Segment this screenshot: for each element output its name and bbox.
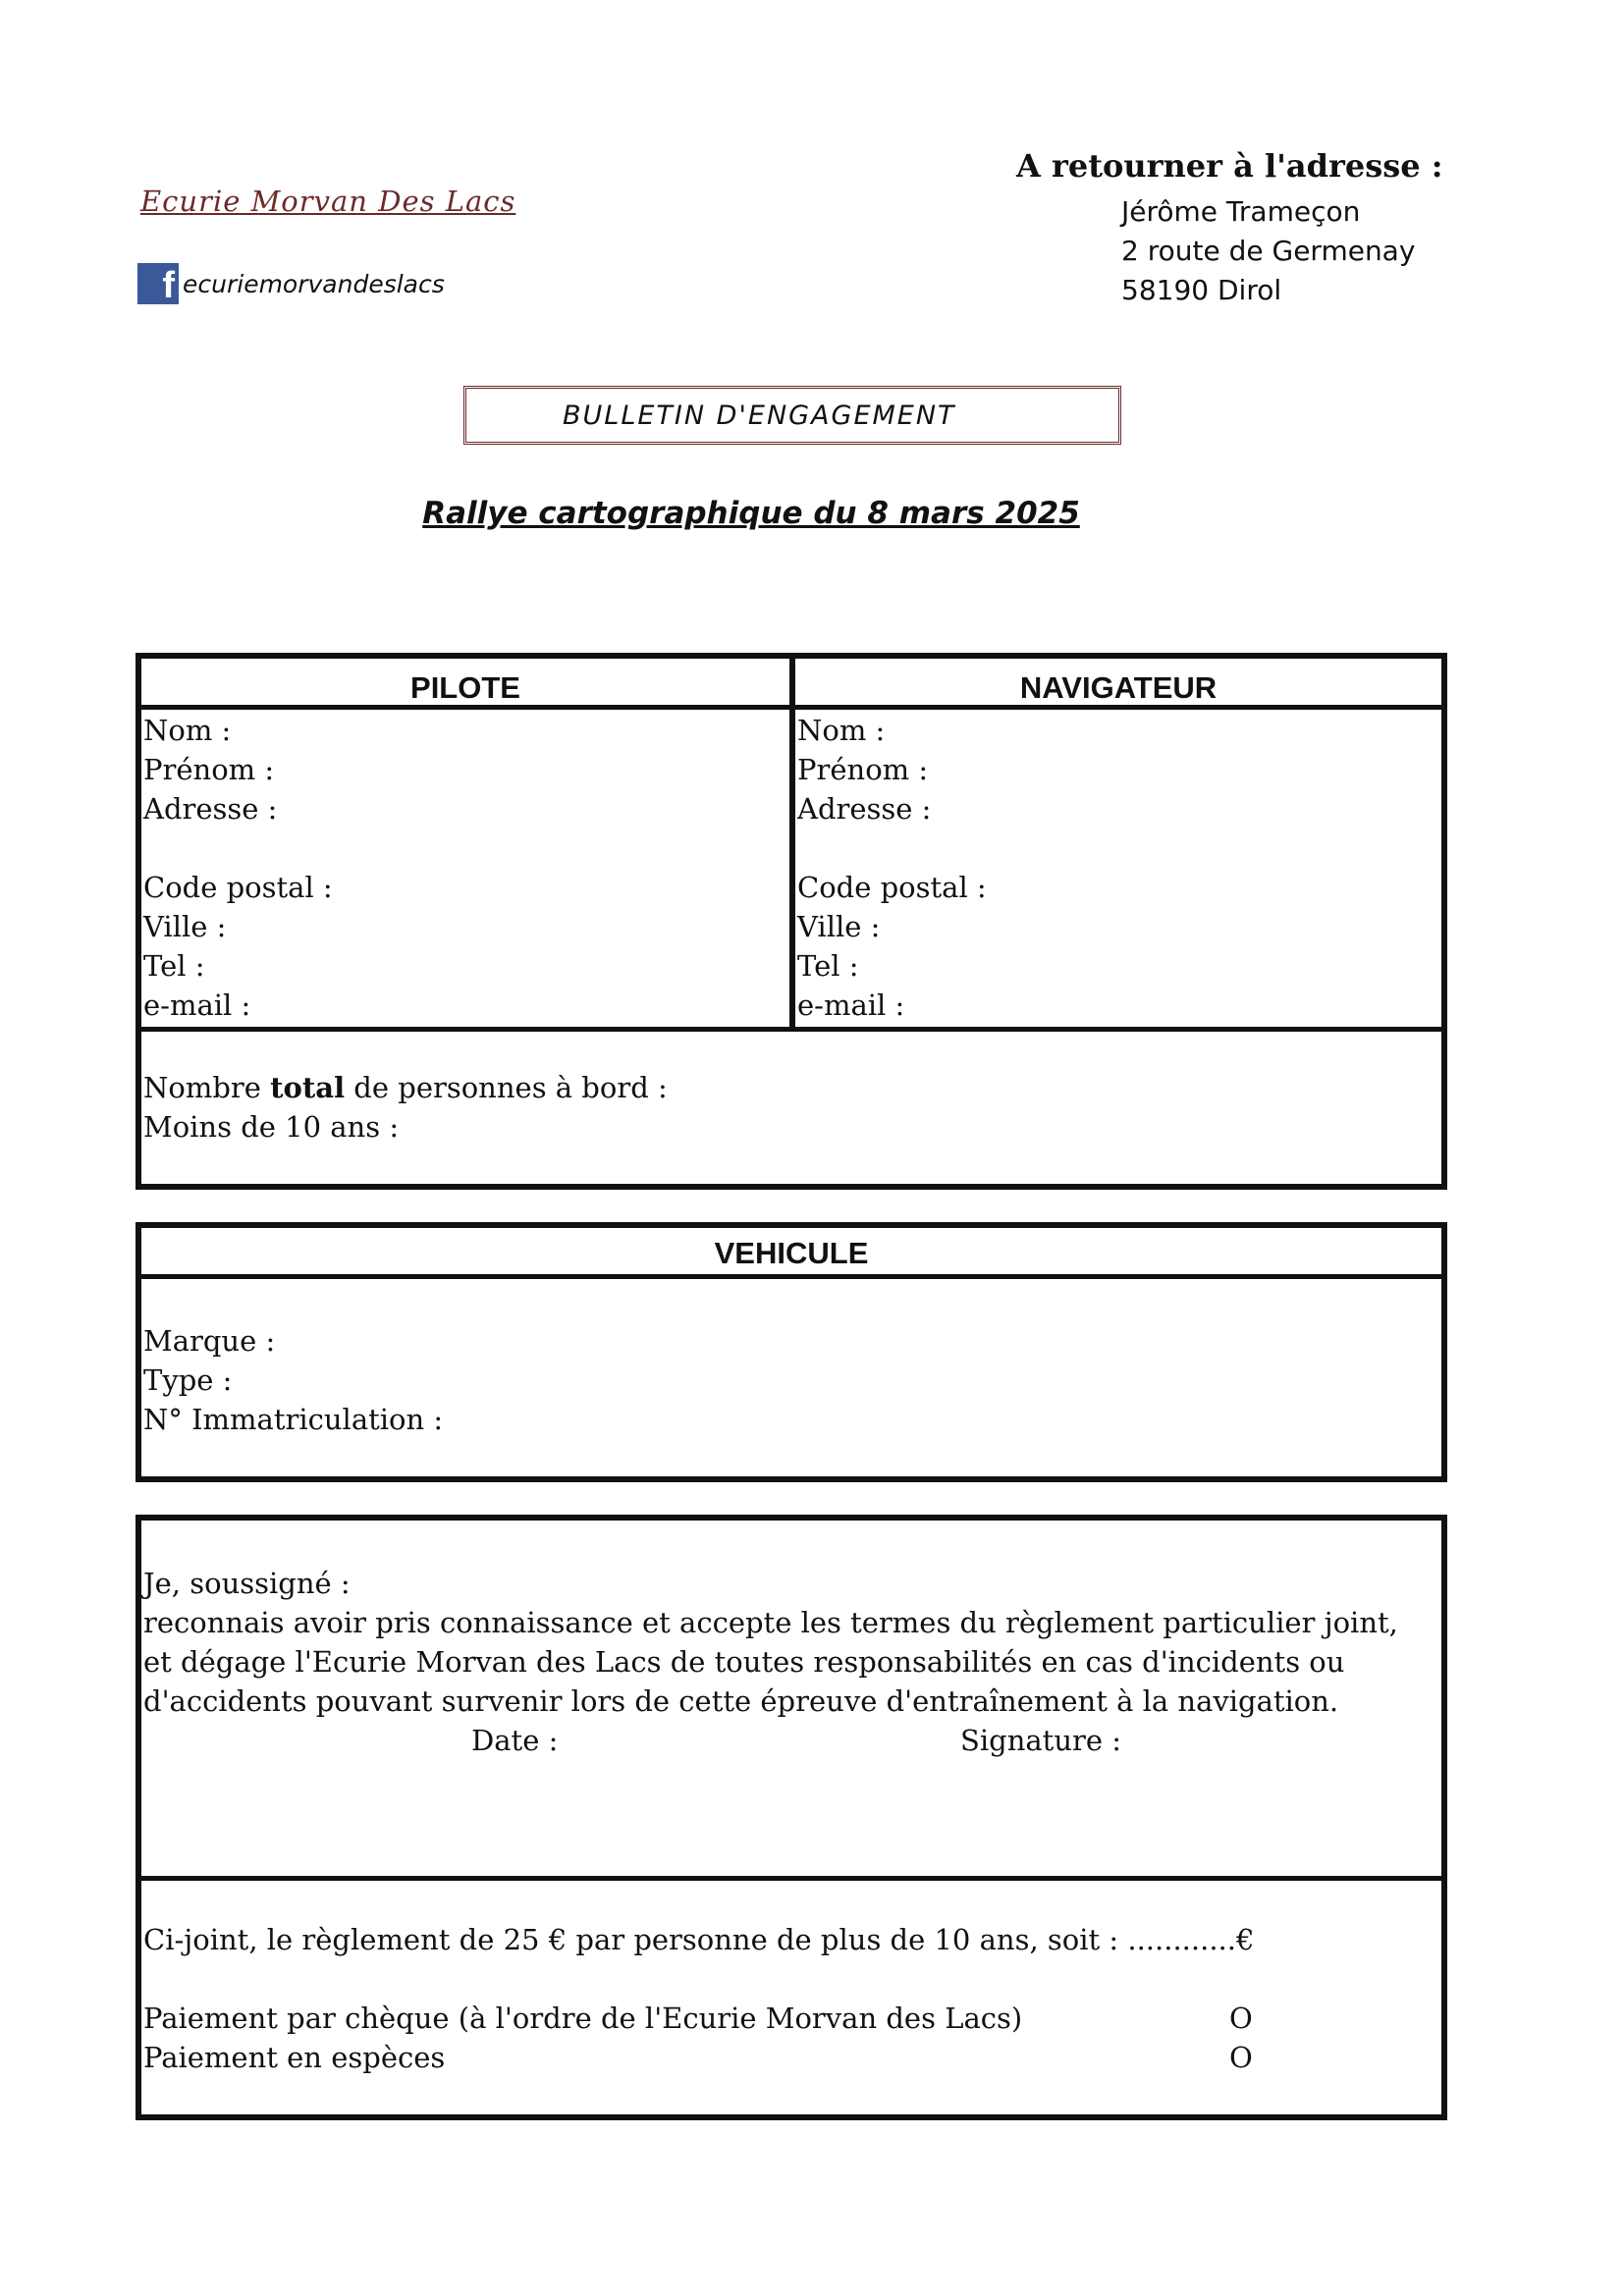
club-name: Ecurie Morvan Des Lacs — [140, 185, 516, 218]
payment-cash-option[interactable]: O — [1229, 2041, 1253, 2074]
navigator-nom-field[interactable]: Nom : — [797, 714, 886, 747]
navigator-header: NAVIGATEUR — [1019, 670, 1218, 705]
navigator-adresse-field[interactable]: Adresse : — [797, 792, 932, 826]
pilot-nom-field[interactable]: Nom : — [143, 714, 232, 747]
payment-cheque-label: Paiement par chèque (à l'ordre de l'Ecurie Morvan des Lacs) — [143, 2002, 1023, 2035]
navigator-email-field[interactable]: e-mail : — [797, 988, 905, 1022]
date-field[interactable]: Date : — [471, 1724, 559, 1757]
declaration-line-1: Je, soussigné : — [143, 1567, 351, 1600]
return-address-name: Jérôme Trameçon — [1121, 195, 1361, 228]
payment-fee-line: Ci-joint, le règlement de 25 € par personne de plus de 10 ans, soit : ............€ — [143, 1923, 1255, 1956]
return-address — [1121, 192, 1415, 310]
crew-bottom-divider — [141, 1027, 1441, 1032]
signature-field[interactable]: Signature : — [960, 1724, 1122, 1757]
facebook-handle: ecuriemorvandeslacs — [183, 269, 445, 298]
return-address-street: 2 route de Germenay — [1121, 235, 1416, 267]
total-persons-suffix: de personnes à bord : — [345, 1071, 668, 1104]
vehicle-header: VEHICULE — [714, 1236, 869, 1270]
total-persons-prefix: Nombre — [143, 1071, 271, 1104]
crew-column-divider — [789, 659, 795, 1032]
vehicle-type-field[interactable]: Type : — [143, 1363, 233, 1397]
navigator-ville-field[interactable]: Ville : — [797, 910, 881, 943]
navigator-code-postal-field[interactable]: Code postal : — [797, 871, 987, 904]
declaration-line-4: d'accidents pouvant survenir lors de cette épreuve d'entraînement à la navigation. — [143, 1684, 1339, 1718]
event-title: Rallye cartographique du 8 mars 2025 — [422, 496, 1080, 531]
declaration-line-2: reconnais avoir pris connaissance et accepte les termes du règlement particulier joint, — [143, 1606, 1398, 1639]
navigator-prenom-field[interactable]: Prénom : — [797, 753, 929, 786]
pilot-header: PILOTE — [410, 670, 520, 705]
payment-cheque-option[interactable]: O — [1229, 2002, 1253, 2035]
pilot-email-field[interactable]: e-mail : — [143, 988, 251, 1022]
pilot-tel-field[interactable]: Tel : — [143, 949, 205, 983]
vehicle-marque-field[interactable]: Marque : — [143, 1324, 276, 1358]
declaration-line-3: et dégage l'Ecurie Morvan des Lacs de toutes responsabilités en cas d'incidents ou — [143, 1645, 1345, 1679]
vehicle-header-divider — [141, 1274, 1441, 1279]
facebook-link[interactable] — [137, 263, 445, 304]
return-address-title: A retourner à l'adresse : — [1016, 147, 1443, 185]
declaration-section — [135, 1515, 1447, 2120]
bulletin-title-box — [463, 386, 1121, 445]
under-ten-field[interactable]: Moins de 10 ans : — [143, 1110, 400, 1144]
pilot-adresse-field[interactable]: Adresse : — [143, 792, 278, 826]
pilot-ville-field[interactable]: Ville : — [143, 910, 227, 943]
vehicle-section — [135, 1222, 1447, 1482]
facebook-icon: f — [137, 263, 179, 304]
pilot-code-postal-field[interactable]: Code postal : — [143, 871, 333, 904]
return-address-city: 58190 Dirol — [1121, 274, 1282, 306]
total-persons-field[interactable] — [143, 1071, 668, 1104]
navigator-tel-field[interactable]: Tel : — [797, 949, 859, 983]
crew-section — [135, 653, 1447, 1190]
payment-cash-label: Paiement en espèces — [143, 2041, 446, 2074]
bulletin-title: BULLETIN D'ENGAGEMENT — [563, 400, 956, 431]
total-persons-bold: total — [270, 1071, 346, 1104]
pilot-prenom-field[interactable]: Prénom : — [143, 753, 275, 786]
vehicle-immatriculation-field[interactable]: N° Immatriculation : — [143, 1403, 444, 1436]
payment-divider — [141, 1876, 1441, 1881]
